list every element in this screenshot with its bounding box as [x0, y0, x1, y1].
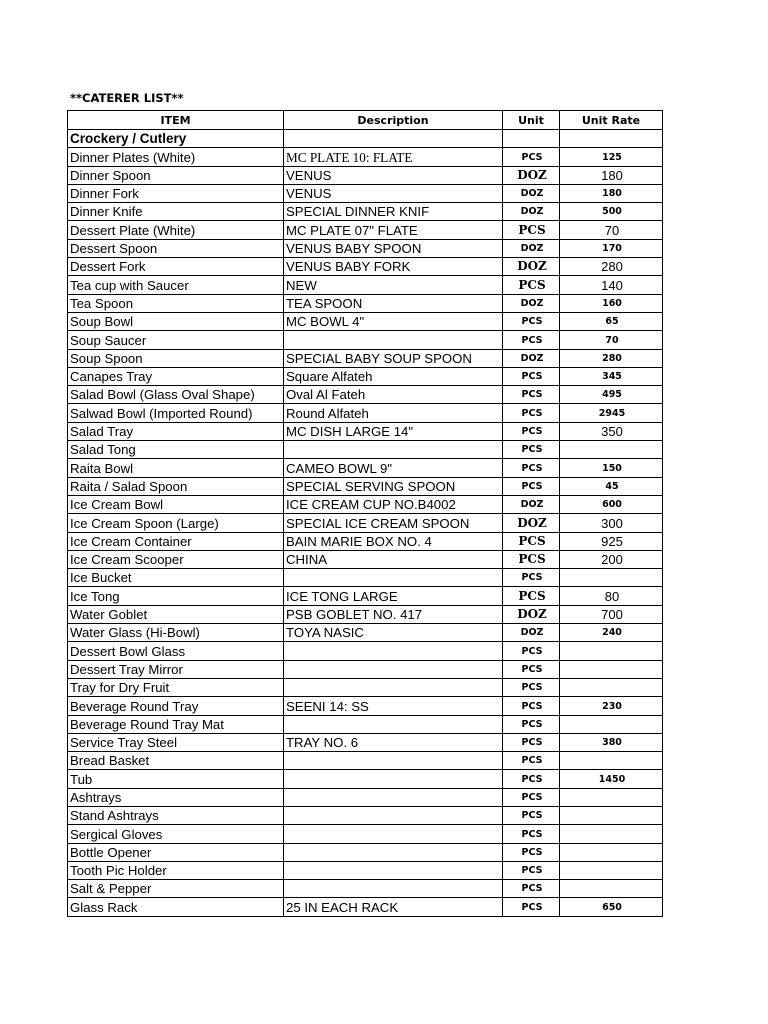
- column-header-unit: Unit: [503, 111, 560, 130]
- unit-cell: PCS: [503, 221, 560, 239]
- table-row: [68, 715, 663, 733]
- item-cell: Bottle Opener: [68, 843, 284, 861]
- table-row: [68, 733, 663, 751]
- description-cell: PSB GOBLET NO. 417: [284, 605, 503, 623]
- table-row: [68, 441, 663, 459]
- item-cell: Canapes Tray: [68, 367, 284, 385]
- unit-rate-cell: [560, 788, 663, 806]
- description-cell: SPECIAL BABY SOUP SPOON: [284, 349, 503, 367]
- item-cell: Bread Basket: [68, 752, 284, 770]
- description-cell: [284, 441, 503, 459]
- description-cell: VENUS BABY SPOON: [284, 239, 503, 257]
- unit-rate-cell: [560, 569, 663, 587]
- description-cell: TRAY NO. 6: [284, 733, 503, 751]
- table-row: [68, 660, 663, 678]
- unit-cell: PCS: [503, 404, 560, 422]
- unit-rate-cell: 160: [560, 294, 663, 312]
- item-cell: Salad Bowl (Glass Oval Shape): [68, 386, 284, 404]
- unit-cell: DOZ: [503, 624, 560, 642]
- table-row: [68, 587, 663, 605]
- unit-cell: PCS: [503, 477, 560, 495]
- description-cell: TOYA NASIC: [284, 624, 503, 642]
- description-cell: BAIN MARIE BOX NO. 4: [284, 532, 503, 550]
- unit-rate-cell: 380: [560, 733, 663, 751]
- table-row: [68, 276, 663, 294]
- unit-cell: DOZ: [503, 184, 560, 202]
- item-cell: Water Glass (Hi-Bowl): [68, 624, 284, 642]
- unit-cell: PCS: [503, 880, 560, 898]
- item-cell: Dinner Spoon: [68, 166, 284, 184]
- unit-cell: PCS: [503, 733, 560, 751]
- description-cell: [284, 752, 503, 770]
- item-cell: Raita / Salad Spoon: [68, 477, 284, 495]
- unit-rate-cell: 200: [560, 550, 663, 568]
- unit-cell: PCS: [503, 569, 560, 587]
- description-cell: NEW: [284, 276, 503, 294]
- item-cell: Dessert Fork: [68, 258, 284, 276]
- description-cell: Oval Al Fateh: [284, 386, 503, 404]
- column-header-description: Description: [284, 111, 503, 130]
- table-row: [68, 294, 663, 312]
- table-row: [68, 495, 663, 513]
- table-row: [68, 239, 663, 257]
- description-cell: CHINA: [284, 550, 503, 568]
- unit-cell: PCS: [503, 367, 560, 385]
- unit-cell: DOZ: [503, 605, 560, 623]
- item-cell: Salad Tray: [68, 422, 284, 440]
- unit-rate-cell: 600: [560, 495, 663, 513]
- item-cell: Ice Cream Spoon (Large): [68, 514, 284, 532]
- item-cell: Ice Cream Container: [68, 532, 284, 550]
- table-row: [68, 880, 663, 898]
- description-cell: Square Alfateh: [284, 367, 503, 385]
- item-cell: Water Goblet: [68, 605, 284, 623]
- description-cell: MC BOWL 4": [284, 312, 503, 330]
- item-cell: Tub: [68, 770, 284, 788]
- unit-rate-cell: 170: [560, 239, 663, 257]
- item-cell: Beverage Round Tray Mat: [68, 715, 284, 733]
- description-cell: [284, 715, 503, 733]
- table-row: [68, 166, 663, 184]
- table-row: [68, 678, 663, 696]
- unit-rate-cell: [560, 660, 663, 678]
- description-cell: [284, 825, 503, 843]
- unit-cell: PCS: [503, 312, 560, 330]
- table-row: [68, 697, 663, 715]
- unit-cell: PCS: [503, 550, 560, 568]
- unit-rate-cell: 650: [560, 898, 663, 916]
- item-cell: Stand Ashtrays: [68, 806, 284, 824]
- unit-rate-cell: 925: [560, 532, 663, 550]
- table-row: [68, 422, 663, 440]
- description-cell: 25 IN EACH RACK: [284, 898, 503, 916]
- description-cell: [284, 569, 503, 587]
- description-cell: TEA SPOON: [284, 294, 503, 312]
- table-row: [68, 624, 663, 642]
- table-row: [68, 770, 663, 788]
- table-body: [68, 130, 663, 917]
- item-cell: Tray for Dry Fruit: [68, 678, 284, 696]
- table-row: [68, 184, 663, 202]
- table-row: [68, 312, 663, 330]
- unit-cell: PCS: [503, 770, 560, 788]
- description-cell: [284, 806, 503, 824]
- item-cell: Ice Tong: [68, 587, 284, 605]
- table-row: [68, 459, 663, 477]
- item-cell: Crockery / Cutlery: [68, 130, 284, 148]
- item-cell: Service Tray Steel: [68, 733, 284, 751]
- item-cell: Beverage Round Tray: [68, 697, 284, 715]
- unit-cell: PCS: [503, 642, 560, 660]
- table-row: [68, 349, 663, 367]
- table-row: [68, 331, 663, 349]
- description-cell: [284, 880, 503, 898]
- unit-cell: DOZ: [503, 294, 560, 312]
- unit-rate-cell: [560, 752, 663, 770]
- description-cell: [284, 331, 503, 349]
- table-row: [68, 550, 663, 568]
- table-row: [68, 404, 663, 422]
- table-row: [68, 788, 663, 806]
- unit-rate-cell: [560, 642, 663, 660]
- unit-rate-cell: 180: [560, 184, 663, 202]
- description-cell: SPECIAL SERVING SPOON: [284, 477, 503, 495]
- table-row: [68, 367, 663, 385]
- unit-cell: PCS: [503, 825, 560, 843]
- item-cell: Soup Bowl: [68, 312, 284, 330]
- unit-cell: PCS: [503, 331, 560, 349]
- document-title: **CATERER LIST**: [70, 91, 184, 105]
- unit-cell: DOZ: [503, 514, 560, 532]
- unit-rate-cell: 1450: [560, 770, 663, 788]
- unit-cell: DOZ: [503, 166, 560, 184]
- item-cell: Ice Cream Scooper: [68, 550, 284, 568]
- column-header-unit-rate: Unit Rate: [560, 111, 663, 130]
- description-cell: [284, 770, 503, 788]
- unit-rate-cell: [560, 678, 663, 696]
- unit-rate-cell: 45: [560, 477, 663, 495]
- unit-rate-cell: [560, 861, 663, 879]
- description-cell: [284, 642, 503, 660]
- table-row: [68, 148, 663, 166]
- unit-cell: PCS: [503, 843, 560, 861]
- unit-rate-cell: 230: [560, 697, 663, 715]
- unit-cell: PCS: [503, 148, 560, 166]
- item-cell: Soup Saucer: [68, 331, 284, 349]
- unit-cell: PCS: [503, 752, 560, 770]
- item-cell: Soup Spoon: [68, 349, 284, 367]
- description-cell: MC PLATE 10: FLATE: [284, 148, 503, 166]
- column-header-item: ITEM: [68, 111, 284, 130]
- table-row: [68, 825, 663, 843]
- description-cell: SEENI 14: SS: [284, 697, 503, 715]
- unit-rate-cell: [560, 806, 663, 824]
- item-cell: Salt & Pepper: [68, 880, 284, 898]
- unit-cell: [503, 130, 560, 148]
- item-cell: Ashtrays: [68, 788, 284, 806]
- unit-cell: DOZ: [503, 495, 560, 513]
- description-cell: [284, 788, 503, 806]
- unit-cell: PCS: [503, 386, 560, 404]
- description-cell: [284, 660, 503, 678]
- description-cell: SPECIAL DINNER KNIF: [284, 203, 503, 221]
- unit-cell: DOZ: [503, 239, 560, 257]
- item-cell: Salad Tong: [68, 441, 284, 459]
- description-cell: MC PLATE 07" FLATE: [284, 221, 503, 239]
- item-cell: Raita Bowl: [68, 459, 284, 477]
- unit-cell: PCS: [503, 532, 560, 550]
- description-cell: VENUS BABY FORK: [284, 258, 503, 276]
- unit-cell: PCS: [503, 861, 560, 879]
- table-row: [68, 532, 663, 550]
- unit-cell: PCS: [503, 715, 560, 733]
- unit-cell: PCS: [503, 697, 560, 715]
- unit-rate-cell: [560, 130, 663, 148]
- unit-rate-cell: 345: [560, 367, 663, 385]
- unit-cell: PCS: [503, 806, 560, 824]
- table-row: [68, 258, 663, 276]
- item-cell: Dessert Plate (White): [68, 221, 284, 239]
- unit-rate-cell: 500: [560, 203, 663, 221]
- unit-cell: PCS: [503, 678, 560, 696]
- table-row: [68, 477, 663, 495]
- description-cell: VENUS: [284, 184, 503, 202]
- table-row: [68, 569, 663, 587]
- unit-rate-cell: 2945: [560, 404, 663, 422]
- unit-cell: PCS: [503, 587, 560, 605]
- description-cell: Round Alfateh: [284, 404, 503, 422]
- table-row: [68, 898, 663, 916]
- caterer-table: [67, 110, 663, 917]
- table-row: [68, 642, 663, 660]
- unit-rate-cell: 350: [560, 422, 663, 440]
- table-row: [68, 605, 663, 623]
- description-cell: [284, 130, 503, 148]
- unit-cell: DOZ: [503, 349, 560, 367]
- table-row: [68, 843, 663, 861]
- item-cell: Glass Rack: [68, 898, 284, 916]
- unit-rate-cell: 140: [560, 276, 663, 294]
- item-cell: Salwad Bowl (Imported Round): [68, 404, 284, 422]
- unit-cell: DOZ: [503, 203, 560, 221]
- item-cell: Sergical Gloves: [68, 825, 284, 843]
- description-cell: ICE CREAM CUP NO.B4002: [284, 495, 503, 513]
- description-cell: MC DISH LARGE 14": [284, 422, 503, 440]
- unit-rate-cell: [560, 441, 663, 459]
- description-cell: [284, 678, 503, 696]
- table-row: [68, 806, 663, 824]
- unit-rate-cell: 70: [560, 331, 663, 349]
- unit-rate-cell: 80: [560, 587, 663, 605]
- unit-rate-cell: 240: [560, 624, 663, 642]
- section-row: [68, 130, 663, 148]
- unit-cell: PCS: [503, 276, 560, 294]
- unit-rate-cell: [560, 843, 663, 861]
- item-cell: Ice Cream Bowl: [68, 495, 284, 513]
- unit-rate-cell: 280: [560, 349, 663, 367]
- unit-rate-cell: 150: [560, 459, 663, 477]
- unit-rate-cell: 300: [560, 514, 663, 532]
- unit-rate-cell: 280: [560, 258, 663, 276]
- unit-rate-cell: [560, 715, 663, 733]
- unit-cell: PCS: [503, 441, 560, 459]
- item-cell: Dinner Fork: [68, 184, 284, 202]
- unit-cell: DOZ: [503, 258, 560, 276]
- unit-cell: PCS: [503, 422, 560, 440]
- description-cell: ICE TONG LARGE: [284, 587, 503, 605]
- item-cell: Dinner Plates (White): [68, 148, 284, 166]
- table-row: [68, 752, 663, 770]
- unit-rate-cell: 180: [560, 166, 663, 184]
- description-cell: VENUS: [284, 166, 503, 184]
- table-row: [68, 514, 663, 532]
- description-cell: SPECIAL ICE CREAM SPOON: [284, 514, 503, 532]
- item-cell: Ice Bucket: [68, 569, 284, 587]
- unit-rate-cell: 495: [560, 386, 663, 404]
- unit-rate-cell: 70: [560, 221, 663, 239]
- table-row: [68, 386, 663, 404]
- description-cell: CAMEO BOWL 9": [284, 459, 503, 477]
- unit-rate-cell: [560, 880, 663, 898]
- unit-rate-cell: 700: [560, 605, 663, 623]
- table-row: [68, 221, 663, 239]
- unit-cell: PCS: [503, 660, 560, 678]
- table-header-row: [68, 111, 663, 130]
- item-cell: Dessert Spoon: [68, 239, 284, 257]
- item-cell: Dinner Knife: [68, 203, 284, 221]
- unit-rate-cell: 125: [560, 148, 663, 166]
- item-cell: Tooth Pic Holder: [68, 861, 284, 879]
- table-row: [68, 861, 663, 879]
- unit-cell: PCS: [503, 788, 560, 806]
- table-row: [68, 203, 663, 221]
- unit-rate-cell: [560, 825, 663, 843]
- item-cell: Dessert Bowl Glass: [68, 642, 284, 660]
- description-cell: [284, 861, 503, 879]
- unit-rate-cell: 65: [560, 312, 663, 330]
- unit-cell: PCS: [503, 898, 560, 916]
- description-cell: [284, 843, 503, 861]
- item-cell: Tea Spoon: [68, 294, 284, 312]
- unit-cell: PCS: [503, 459, 560, 477]
- item-cell: Dessert Tray Mirror: [68, 660, 284, 678]
- item-cell: Tea cup with Saucer: [68, 276, 284, 294]
